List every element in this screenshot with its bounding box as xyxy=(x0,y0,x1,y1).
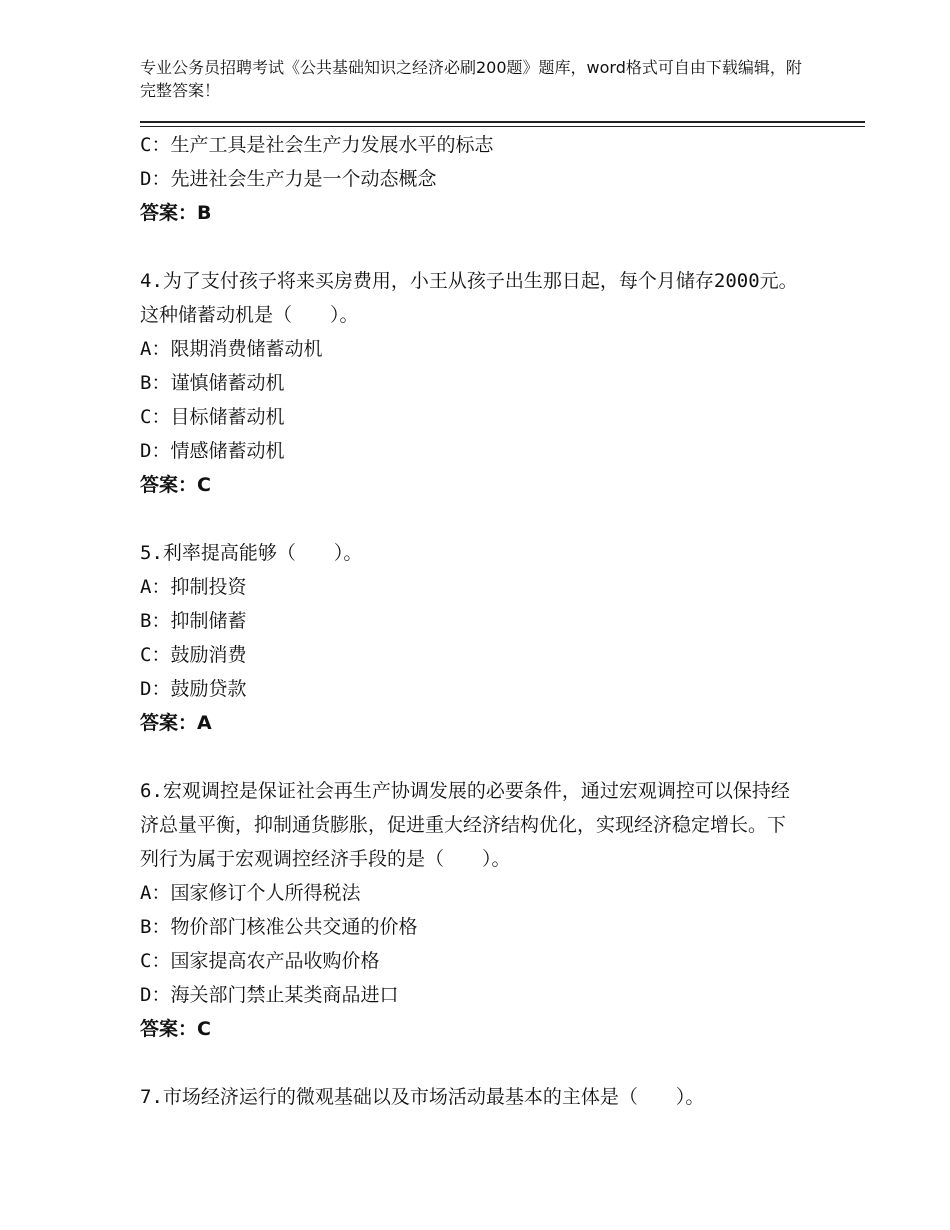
answer: 答案：B xyxy=(140,202,212,224)
option-d: D：海关部门禁止某类商品进口 xyxy=(140,984,399,1006)
option-a: A：国家修订个人所得税法 xyxy=(140,882,361,904)
header-divider xyxy=(140,121,865,127)
option-a: A：抑制投资 xyxy=(140,576,247,598)
option-d: D：鼓励贷款 xyxy=(140,678,247,700)
answer: 答案：A xyxy=(140,712,212,734)
option-b: B：谨慎储蓄动机 xyxy=(140,372,285,394)
question-text: 7.市场经济运行的微观基础以及市场活动最基本的主体是（ ）。 xyxy=(140,1086,705,1108)
option-c: C：目标储蓄动机 xyxy=(140,406,285,428)
option-d: D：先进社会生产力是一个动态概念 xyxy=(140,168,437,190)
document-header: 专业公务员招聘考试《公共基础知识之经济必刷200题》题库，word格式可自由下载编辑，附完整答案！ xyxy=(140,58,802,100)
answer: 答案：C xyxy=(140,474,211,496)
option-c: C：鼓励消费 xyxy=(140,644,247,666)
question-7 xyxy=(140,1080,840,1114)
question-6 xyxy=(140,774,840,1046)
question-text: 4.为了支付孩子将来买房费用，小王从孩子出生那日起，每个月储存2000元。这种储蓄动机是（ ）。 xyxy=(140,270,798,326)
option-c: C：生产工具是社会生产力发展水平的标志 xyxy=(140,134,494,156)
partial-question xyxy=(140,128,840,230)
option-b: B：物价部门核准公共交通的价格 xyxy=(140,916,418,938)
question-4 xyxy=(140,264,840,502)
question-list xyxy=(140,128,840,1114)
option-a: A：限期消费储蓄动机 xyxy=(140,338,323,360)
question-5 xyxy=(140,536,840,740)
question-text: 5.利率提高能够（ ）。 xyxy=(140,542,363,564)
option-b: B：抑制储蓄 xyxy=(140,610,247,632)
answer: 答案：C xyxy=(140,1018,211,1040)
option-d: D：情感储蓄动机 xyxy=(140,440,285,462)
question-text: 6.宏观调控是保证社会再生产协调发展的必要条件，通过宏观调控可以保持经济总量平衡，抑制通货膨胀，促进重大经济结构优化，实现经济稳定增长。下列行为属于宏观调控经济手段的是（ ）。 xyxy=(140,780,790,870)
option-c: C：国家提高农产品收购价格 xyxy=(140,950,380,972)
